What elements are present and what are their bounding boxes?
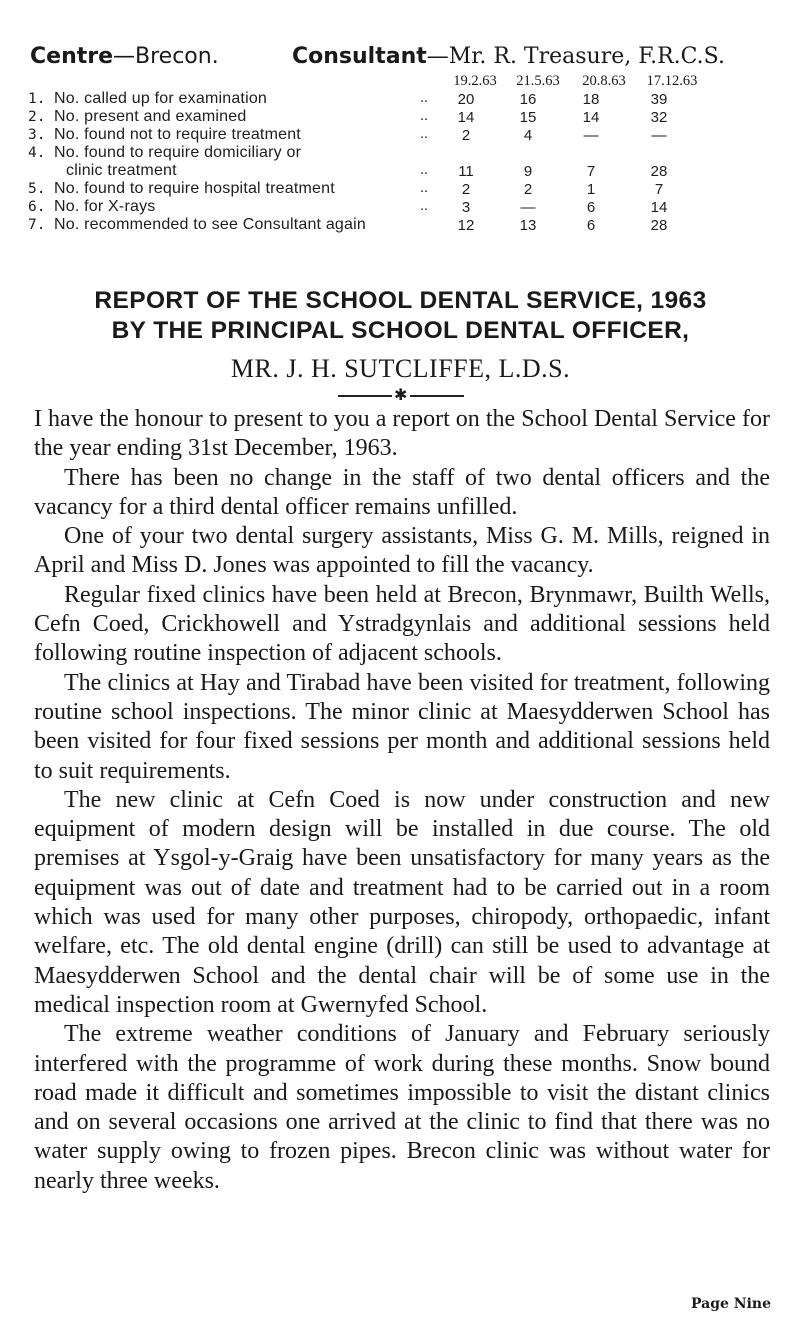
- date-1: 19.2.63: [453, 73, 497, 89]
- report-author: MR. J. H. SUTCLIFFE, L.D.S.: [230, 354, 571, 383]
- paragraph: One of your two dental surgery assistants, Miss G. M. Mills, reigned in April and Miss D. Jones was appointed to fill the vacancy.: [34, 523, 770, 579]
- row-label: No. for X-rays: [54, 198, 156, 215]
- clinic-stats-table: [28, 90, 696, 234]
- row-label: No. recommended to see Consultant again: [54, 216, 366, 233]
- star-icon: ✱: [394, 385, 408, 404]
- cell-value: [560, 144, 622, 162]
- cell-value: [496, 144, 560, 162]
- leader-dots: ..: [419, 198, 428, 214]
- cell-value: 13: [519, 217, 537, 234]
- row-number: 1.: [28, 91, 46, 107]
- cell-value: 20: [457, 91, 475, 108]
- table-row: [28, 90, 696, 108]
- centre-heading: Centre—Brecon.: [30, 44, 219, 69]
- cell-value: 15: [519, 109, 537, 126]
- table-row: [28, 162, 696, 180]
- cell-value: 6: [586, 199, 596, 216]
- row-label-cell: [54, 216, 436, 234]
- date-3: 20.8.63: [582, 73, 626, 89]
- paragraph: There has been no change in the staff of two dental officers and the vacancy for a third dental officer remains unfilled.: [34, 464, 770, 520]
- cell-value: 11: [458, 163, 474, 180]
- cell-value: 28: [650, 217, 668, 234]
- cell-value: 14: [457, 109, 475, 126]
- row-label: No. called up for examination: [54, 90, 268, 107]
- cell-value: —: [651, 127, 667, 144]
- table-row: [28, 198, 696, 216]
- row-label: No. found not to require treatment: [54, 126, 301, 143]
- cell-value: 9: [523, 163, 533, 180]
- cell-value: [436, 144, 496, 162]
- cell-value: 39: [650, 91, 668, 108]
- row-number: 2.: [28, 109, 46, 125]
- cell-value: —: [520, 199, 536, 216]
- rule-right: [410, 395, 464, 397]
- row-number: [28, 162, 54, 180]
- cell-value: 6: [586, 217, 596, 234]
- report-body: [34, 405, 770, 1196]
- cell-value: 7: [654, 181, 664, 198]
- consultant-heading: Consultant—Mr. R. Treasure, F.R.C.S.: [292, 44, 725, 69]
- row-number: 6.: [28, 199, 46, 215]
- date-4: 17.12.63: [646, 73, 698, 89]
- cell-value: 28: [650, 163, 668, 180]
- cell-value: 1: [586, 181, 596, 198]
- cell-value: 4: [523, 127, 533, 144]
- row-label: No. found to require hospital treatment: [54, 180, 335, 197]
- row-label-cell: [54, 126, 436, 144]
- leader-dots: ..: [419, 90, 428, 106]
- cell-value: 3: [461, 199, 471, 216]
- leader-dots: ..: [419, 162, 428, 178]
- cell-value: 2: [461, 127, 471, 144]
- leader-dots: ..: [419, 180, 428, 196]
- table-row: [28, 126, 696, 144]
- cell-value: —: [583, 127, 599, 144]
- paragraph: The clinics at Hay and Tirabad have been visited for treatment, following routine school inspections. The minor clinic at Maesydderwen School has been visited for four fixed sessions per month and additional sessions held to suit requirements.: [34, 669, 770, 784]
- cell-value: 2: [461, 181, 471, 198]
- row-number: 5.: [28, 181, 46, 197]
- cell-value: 14: [582, 109, 600, 126]
- cell-value: 2: [523, 181, 533, 198]
- paragraph: The extreme weather conditions of January and February seriously interfered with the programme of work during these months. Snow bound road made it difficult and sometimes impossible to visit the distant clinics and on several occasions one arrived at the clinic to find that there was no water supply owing to frozen pipes. Brecon clinic was without water for nearly three weeks.: [34, 1021, 770, 1194]
- row-number: 3.: [28, 127, 46, 143]
- cell-value: [622, 144, 696, 162]
- row-label-cell: [54, 144, 436, 162]
- paragraph: I have the honour to present to you a report on the School Dental Service for the year ending 31st December, 1963.: [34, 406, 770, 462]
- cell-value: 7: [586, 163, 596, 180]
- separator-rule: [338, 385, 464, 405]
- row-label-cell: [54, 108, 436, 126]
- cell-value: 18: [582, 91, 600, 108]
- table-row: [28, 144, 696, 162]
- row-label-cell: [54, 90, 436, 108]
- table-row: [28, 180, 696, 198]
- row-number: 7.: [28, 217, 46, 233]
- cell-value: 32: [650, 109, 668, 126]
- rule-left: [338, 395, 392, 397]
- table-row: [28, 108, 696, 126]
- cell-value: 14: [650, 199, 668, 216]
- table-row: [28, 216, 696, 234]
- paragraph: The new clinic at Cefn Coed is now under construction and new equipment of modern design will be installed in due course. The old premises at Ysgol-y-Graig have been unsatisfactory for many years as the equipment was out of date and treatment had to be carried out in a room which was used for many other purposes, chiropody, orthopaedic, infant welfare, etc. The old dental engine (drill) can still be used to advantage at Maesydderwen School and the dental chair will be of some use in the medical inspection room at Gwernyfed School.: [34, 786, 770, 1018]
- report-subtitle: BY THE PRINCIPAL SCHOOL DENTAL OFFICER,: [111, 317, 690, 344]
- cell-value: 16: [519, 91, 537, 108]
- row-label: clinic treatment: [66, 162, 177, 179]
- leader-dots: ..: [419, 126, 428, 142]
- cell-value: 12: [457, 217, 475, 234]
- row-number: 4.: [28, 145, 46, 161]
- page-number: Page Nine: [691, 1296, 771, 1312]
- row-label: No. found to require domiciliary or: [54, 144, 302, 161]
- leader-dots: ..: [419, 108, 428, 124]
- date-2: 21.5.63: [516, 73, 560, 89]
- row-label-cell: [54, 198, 436, 216]
- row-label: No. present and examined: [54, 108, 247, 125]
- row-label-cell: [54, 180, 436, 198]
- row-label-cell: [54, 162, 436, 180]
- report-title: REPORT OF THE SCHOOL DENTAL SERVICE, 1963: [94, 287, 707, 314]
- paragraph: Regular fixed clinics have been held at Brecon, Brynmawr, Builth Wells, Cefn Coed, Crickhowell and Ystradgynlais and additional sessions held following routine inspection of adjacent schools.: [34, 581, 770, 667]
